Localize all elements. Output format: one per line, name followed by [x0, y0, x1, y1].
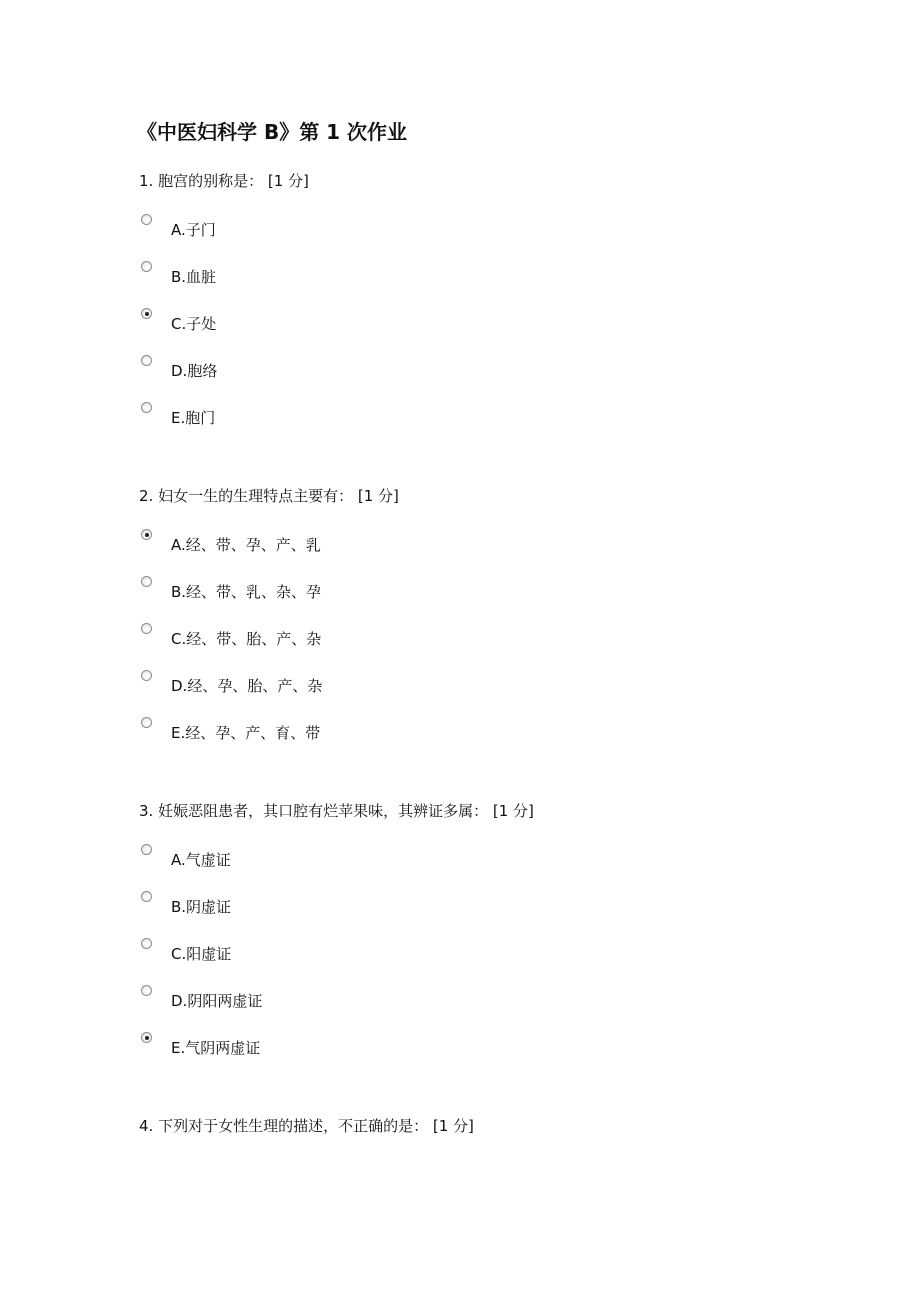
option-label: A.气虚证: [171, 851, 231, 869]
radio-button[interactable]: [141, 670, 152, 681]
option-3a[interactable]: [139, 844, 739, 868]
radio-button[interactable]: [141, 308, 152, 319]
option-label: E.经、孕、产、育、带: [171, 724, 321, 742]
option-label: D.经、孕、胎、产、杂: [171, 677, 323, 695]
option-2d[interactable]: [139, 670, 739, 694]
radio-button[interactable]: [141, 891, 152, 902]
option-label: A.经、带、孕、产、乳: [171, 536, 321, 554]
option-2b[interactable]: [139, 576, 739, 600]
radio-button[interactable]: [141, 576, 152, 587]
option-1b[interactable]: [139, 261, 739, 285]
question-text: 2. 妇女一生的生理特点主要有： [1 分]: [139, 487, 399, 505]
page-title: 《中医妇科学 B》第 1 次作业: [137, 120, 408, 144]
option-3b[interactable]: [139, 891, 739, 915]
option-2e[interactable]: [139, 717, 739, 741]
option-label: D.阴阳两虚证: [171, 992, 263, 1010]
radio-button[interactable]: [141, 623, 152, 634]
radio-button[interactable]: [141, 1032, 152, 1043]
radio-button[interactable]: [141, 717, 152, 728]
option-1e[interactable]: [139, 402, 739, 426]
option-label: B.阴虚证: [171, 898, 232, 916]
question-text: 3. 妊娠恶阻患者，其口腔有烂苹果味，其辨证多属： [1 分]: [139, 802, 534, 820]
option-label: E.胞门: [171, 409, 216, 427]
radio-button[interactable]: [141, 214, 152, 225]
option-3c[interactable]: [139, 938, 739, 962]
radio-button[interactable]: [141, 529, 152, 540]
option-label: C.子处: [171, 315, 217, 333]
option-2a[interactable]: [139, 529, 739, 553]
question-text: 1. 胞宫的别称是： [1 分]: [139, 172, 309, 190]
radio-button[interactable]: [141, 402, 152, 413]
radio-button[interactable]: [141, 355, 152, 366]
option-3e[interactable]: [139, 1032, 739, 1056]
option-3d[interactable]: [139, 985, 739, 1009]
radio-button[interactable]: [141, 938, 152, 949]
option-1c[interactable]: [139, 308, 739, 332]
option-label: B.经、带、乳、杂、孕: [171, 583, 322, 601]
radio-button[interactable]: [141, 985, 152, 996]
option-label: C.经、带、胎、产、杂: [171, 630, 322, 648]
radio-button[interactable]: [141, 261, 152, 272]
option-label: B.血脏: [171, 268, 217, 286]
option-label: D.胞络: [171, 362, 218, 380]
option-label: E.气阴两虚证: [171, 1039, 261, 1057]
question-text: 4. 下列对于女性生理的描述，不正确的是： [1 分]: [139, 1117, 474, 1135]
option-1d[interactable]: [139, 355, 739, 379]
option-label: A.子门: [171, 221, 216, 239]
option-label: C.阳虚证: [171, 945, 232, 963]
option-1a[interactable]: [139, 214, 739, 238]
radio-button[interactable]: [141, 844, 152, 855]
option-2c[interactable]: [139, 623, 739, 647]
